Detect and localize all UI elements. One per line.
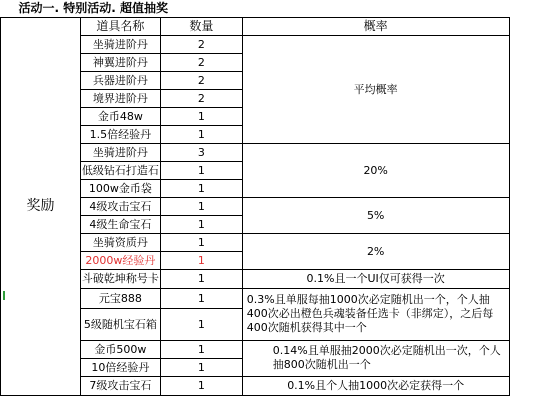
item-cell-highlight: 2000w经验丹 [80, 251, 160, 269]
qty-cell: 1 [160, 340, 242, 358]
item-cell: 5级随机宝石箱 [80, 308, 160, 340]
qty-cell: 1 [160, 358, 242, 376]
qty-cell: 2 [160, 71, 242, 89]
item-cell: 坐骑进阶丹 [80, 143, 160, 161]
qty-cell-highlight: 1 [160, 251, 242, 269]
qty-cell: 1 [160, 269, 242, 288]
item-cell: 坐骑资质丹 [80, 233, 160, 251]
item-cell: 7级攻击宝石 [80, 376, 160, 395]
qty-cell: 1 [160, 233, 242, 251]
item-cell: 神翼进阶丹 [80, 53, 160, 71]
prob-5: 5% [242, 197, 509, 233]
item-cell: 金币500w [80, 340, 160, 358]
qty-cell: 1 [160, 215, 242, 233]
qty-cell: 3 [160, 143, 242, 161]
prob-avg: 平均概率 [242, 35, 509, 143]
item-cell: 斗破乾坤称号卡 [80, 269, 160, 288]
item-cell: 4级攻击宝石 [80, 197, 160, 215]
qty-cell: 1 [160, 179, 242, 197]
item-cell: 金币48w [80, 107, 160, 125]
prob-title-card: 0.1%且一个UI仅可获得一次 [242, 269, 509, 288]
qty-cell: 1 [160, 308, 242, 340]
item-cell: 境界进阶丹 [80, 89, 160, 107]
qty-cell: 1 [160, 376, 242, 395]
qty-cell: 2 [160, 35, 242, 53]
prob-attack-gem: 0.1%且个人抽1000次必定获得一个 [242, 376, 509, 395]
item-cell: 1.5倍经验丹 [80, 125, 160, 143]
prob-20: 20% [242, 143, 509, 197]
item-cell: 元宝888 [80, 288, 160, 308]
header-item: 道具名称 [80, 17, 160, 35]
qty-cell: 1 [160, 125, 242, 143]
sheet-title: 活动一. 特别活动. 超值抽奖 [1, 0, 243, 17]
item-cell: 兵器进阶丹 [80, 71, 160, 89]
item-cell: 100w金币袋 [80, 179, 160, 197]
header-prob: 概率 [242, 17, 509, 35]
item-cell: 4级生命宝石 [80, 215, 160, 233]
item-cell: 10倍经验丹 [80, 358, 160, 376]
prob-gem-box: 0.3%且单服每抽1000次必定随机出一个，个人抽400次必出橙色兵魂装备任选卡（非绑定），之后每400次随机获得其中一个 [242, 288, 509, 340]
qty-cell: 1 [160, 288, 242, 308]
qty-cell: 2 [160, 89, 242, 107]
reward-label: 奖励 [1, 17, 81, 395]
prob-gold: 0.14%且单服抽2000次必定随机出一次，个人抽800次随机出一个 [242, 340, 509, 376]
item-cell: 低级钻石打造石 [80, 161, 160, 179]
qty-cell: 1 [160, 107, 242, 125]
qty-cell: 1 [160, 161, 242, 179]
header-qty: 数量 [160, 17, 242, 35]
item-cell: 坐骑进阶丹 [80, 35, 160, 53]
qty-cell: 1 [160, 197, 242, 215]
qty-cell: 2 [160, 53, 242, 71]
prob-2: 2% [242, 233, 509, 269]
